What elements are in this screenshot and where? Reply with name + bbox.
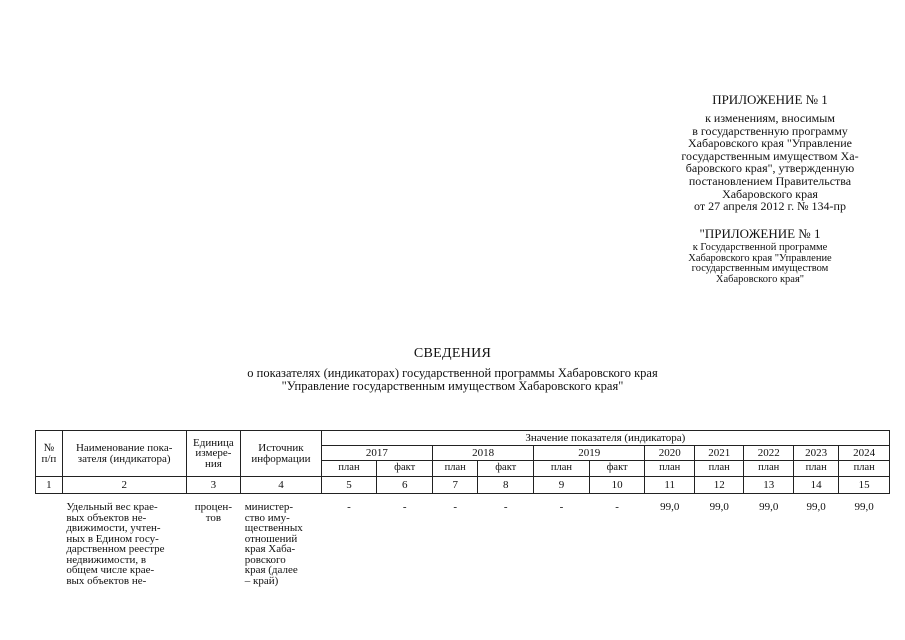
- column-number: 15: [839, 477, 890, 494]
- indicator-name-line: Удельный вес крае-: [66, 501, 158, 513]
- indicator-name-line: общем числе крае-: [66, 564, 155, 576]
- header-unit-line: измере-: [195, 447, 232, 460]
- year-cell: 2017: [321, 446, 432, 461]
- subheader-cell: факт: [478, 461, 534, 477]
- column-number: 9: [534, 477, 590, 494]
- indicators-table: [35, 430, 890, 586]
- indicator-unit-line: процен-: [194, 501, 232, 513]
- appendix2-line: Хабаровского края "Управление: [688, 252, 832, 264]
- appendix2-line: государственным имуществом: [691, 263, 829, 274]
- header-num-line: п/п: [41, 452, 57, 465]
- appendix-title: ПРИЛОЖЕНИЕ № 1: [712, 92, 828, 107]
- indicator-source-line: края (далее: [244, 564, 298, 576]
- appendix2-text: [640, 243, 880, 285]
- header-name-line: Наименование пока-: [75, 442, 173, 454]
- appendix-text: [640, 112, 900, 213]
- year-cell: 2018: [433, 446, 534, 461]
- indicator-source-line: отношений: [244, 532, 298, 545]
- indicator-source-line: министер-: [244, 501, 294, 513]
- indicator-source-line: ство иму-: [244, 511, 290, 524]
- value-cell: 99,0: [759, 501, 779, 513]
- indicator-source-line: ровского: [244, 553, 286, 566]
- header-unit: [186, 431, 241, 477]
- header-source-line: информации: [251, 452, 311, 465]
- column-number: 13: [744, 477, 794, 494]
- column-number: 14: [793, 477, 838, 494]
- column-number: 2: [62, 477, 186, 494]
- header-source-line: Источник: [258, 442, 304, 454]
- column-number: 8: [478, 477, 534, 494]
- subheader-cell: план: [839, 461, 890, 477]
- appendix-line: государственным имуществом Ха-: [681, 148, 859, 163]
- appendix-line: в государственную программу: [692, 123, 848, 138]
- column-numbers-row: [36, 477, 890, 494]
- appendix2-title: "ПРИЛОЖЕНИЕ № 1: [699, 226, 821, 241]
- column-number: 10: [589, 477, 645, 494]
- header-unit-line: Единица: [193, 436, 234, 449]
- subheader-cell: факт: [589, 461, 645, 477]
- column-number: 4: [241, 477, 321, 494]
- header-name: [62, 431, 186, 477]
- value-cell: 99,0: [806, 501, 826, 513]
- subtitle-line: "Управление государственным имуществом Хабаровского края": [281, 378, 624, 393]
- subtitle-line: о показателях (индикаторах) государственной программы Хабаровского края: [247, 366, 658, 380]
- value-cell: -: [615, 501, 619, 513]
- indicator-unit: [186, 494, 241, 587]
- indicator-name-line: вых объектов не-: [66, 511, 147, 524]
- appendix-line: от 27 апреля 2012 г. № 134-пр: [694, 199, 846, 214]
- subheader-cell: факт: [377, 461, 433, 477]
- value-cell: -: [559, 501, 564, 513]
- indicator-source-line: – край): [244, 574, 279, 587]
- year-cell: 2021: [694, 446, 744, 461]
- value-cell: -: [402, 501, 407, 513]
- indicator-source-line: щественных: [244, 522, 303, 534]
- appendix-line: Хабаровского края: [722, 186, 818, 201]
- appendix2-line: Хабаровского края": [715, 273, 805, 285]
- value-cell: 99,0: [854, 501, 874, 513]
- subheader-cell: план: [694, 461, 744, 477]
- header-row: [36, 431, 890, 446]
- indicator-name-line: ных в Едином госу-: [66, 532, 159, 545]
- column-number: 3: [186, 477, 241, 494]
- appendix-line: баровского края", утвержденную: [685, 161, 855, 176]
- indicator-source-line: края Хаба-: [244, 543, 296, 555]
- appendix-line: к изменениям, вносимым: [705, 111, 835, 125]
- appendix2-line: к Государственной программе: [692, 242, 828, 253]
- column-number: 11: [645, 477, 695, 494]
- column-number: 5: [321, 477, 377, 494]
- indicator-name-line: дарственном реестре: [66, 543, 165, 555]
- document-subtitle: [0, 367, 905, 392]
- indicator-source: [241, 494, 321, 587]
- indicator-name-line: недвижимости, в: [66, 553, 147, 566]
- year-cell: 2019: [534, 446, 645, 461]
- header-num-line: №: [43, 442, 55, 454]
- subheader-cell: план: [534, 461, 590, 477]
- indicator-name: [62, 494, 186, 587]
- year-cell: 2020: [645, 446, 695, 461]
- year-cell: 2022: [744, 446, 794, 461]
- subheader-cell: план: [433, 461, 478, 477]
- value-cell: 99,0: [709, 501, 729, 513]
- column-number: 12: [694, 477, 744, 494]
- row-num: [36, 494, 63, 587]
- value-cell: 99,0: [660, 501, 680, 513]
- subheader-cell: план: [645, 461, 695, 477]
- table-row: [36, 494, 890, 587]
- indicator-name-line: движимости, учтен-: [66, 522, 161, 534]
- year-cell: 2024: [839, 446, 890, 461]
- indicator-name-line: вых объектов не-: [66, 574, 147, 587]
- appendix-line: Хабаровского края "Управление: [688, 136, 852, 151]
- column-number: 6: [377, 477, 433, 494]
- column-number: 1: [36, 477, 63, 494]
- document-title: СВЕДЕНИЯ: [413, 346, 492, 361]
- column-number: 7: [433, 477, 478, 494]
- subheader-cell: план: [321, 461, 377, 477]
- value-cell: -: [503, 501, 508, 513]
- value-cell: -: [347, 501, 351, 513]
- header-value: Значение показателя (индикатора): [321, 431, 889, 446]
- header-name-line: зателя (индикатора): [77, 452, 171, 465]
- header-unit-line: ния: [204, 457, 222, 470]
- subheader-cell: план: [793, 461, 838, 477]
- header-source: [241, 431, 321, 477]
- value-cell: -: [453, 501, 458, 513]
- year-cell: 2023: [793, 446, 838, 461]
- header-num: [36, 431, 63, 477]
- appendix-line: постановлением Правительства: [688, 173, 852, 188]
- indicator-unit-line: тов: [205, 511, 222, 524]
- subheader-cell: план: [744, 461, 794, 477]
